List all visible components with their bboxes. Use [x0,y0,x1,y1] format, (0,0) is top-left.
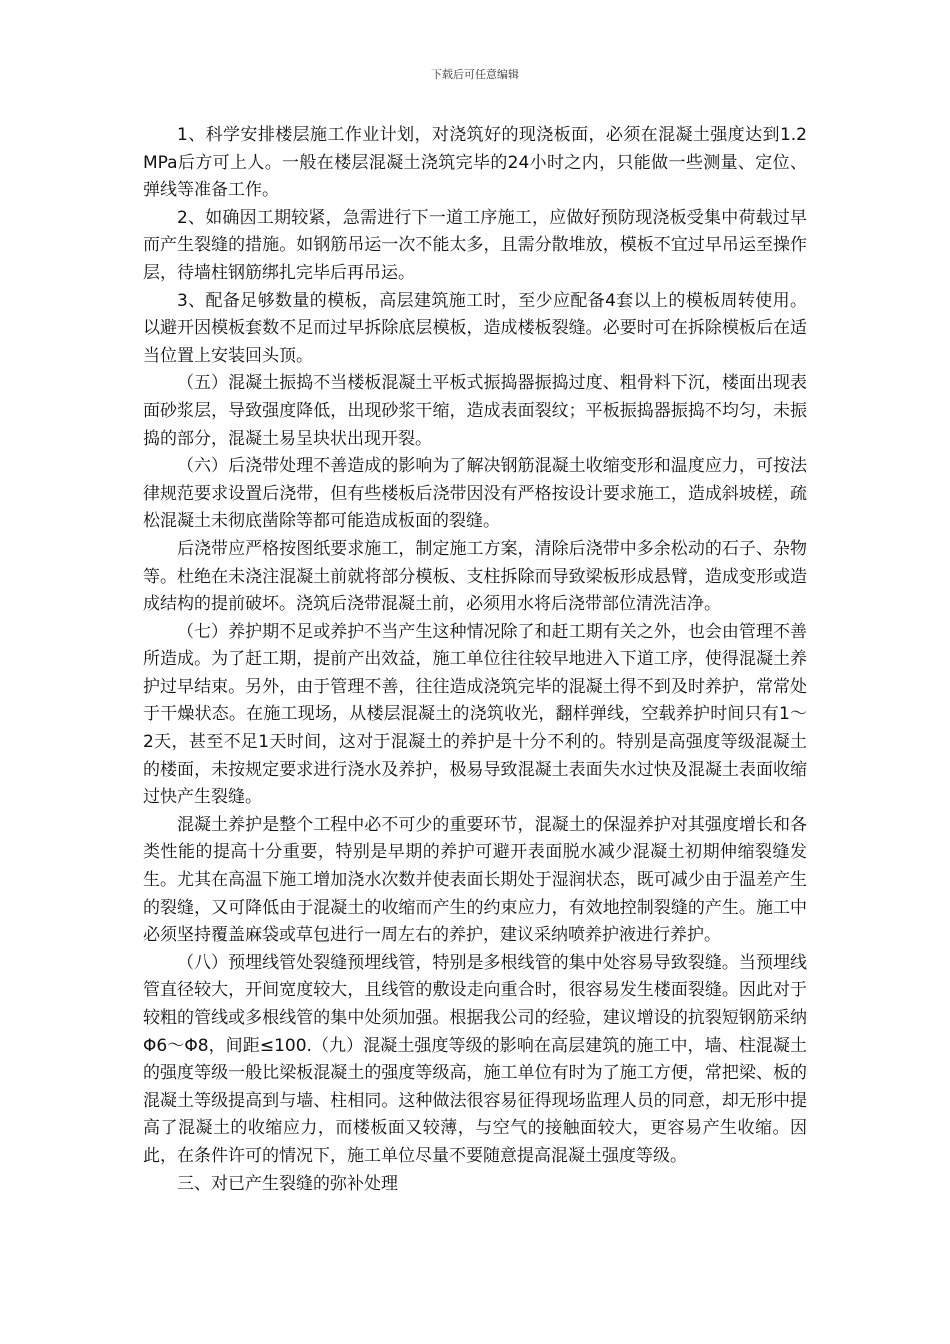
paragraph-2: 2、如确因工期较紧，急需进行下一道工序施工，应做好预防现浇板受集中荷载过早而产生裂缝的措施。如钢筋吊运一次不能太多，且需分散堆放，模板不宜过早吊运至操作层，待墙柱钢筋绑扎完毕后再吊运。 [143,207,807,283]
paragraph-8: 混凝土养护是整个工程中必不可少的重要环节，混凝土的保湿养护对其强度增长和各类性能的提高十分重要，特别是早期的养护可避开表面脱水减少混凝土初期伸缩裂缝发生。尤其在高温下施工增加浇水次数并使表面长期处于湿润状态，既可减少由于温差产生的裂缝，又可降低由于混凝土的收缩而产生的约束应力，有效地控制裂缝的产生。施工中必须坚持覆盖麻袋或草包进行一周左右的养护，建议采纳喷养护液进行养护。 [143,814,807,946]
paragraph-9: （八）预埋线管处裂缝预埋线管，特别是多根线管的集中处容易导致裂缝。当预埋线管直径较大，开间宽度较大，且线管的敷设走向重合时，很容易发生楼面裂缝。因此对于较粗的管线或多根线管的集中处须加强。根据我公司的经验，建议增设的抗裂短钢筋采纳Φ6～Φ8，间距≤100.（九）混凝土强度等级的影响在高层建筑的施工中，墙、柱混凝土的强度等级一般比梁板混凝土的强度等级高，施工单位有时为了施工方便，常把梁、板的混凝土等级提高到与墙、柱相同。这种做法很容易征得现场监理人员的同意，却无形中提高了混凝土的收缩应力，而楼板面又较薄，与空气的接触面较大，更容易产生收缩。因此，在条件许可的情况下，施工单位尽量不要随意提高混凝土强度等级。 [143,952,807,1166]
paragraph-3: 3、配备足够数量的模板，高层建筑施工时，至少应配备4套以上的模板周转使用。以避开因模板套数不足而过早拆除底层模板，造成楼板裂缝。必要时可在拆除模板后在适当位置上安装回头顶。 [143,290,807,366]
paragraph-5: （六）后浇带处理不善造成的影响为了解决钢筋混凝土收缩变形和温度应力，可按法律规范要求设置后浇带，但有些楼板后浇带因没有严格按设计要求施工，造成斜坡槎，疏松混凝土未彻底凿除等都可能造成板面的裂缝。 [143,456,807,532]
document-body [143,122,807,1198]
page-header: 下载后可任意编辑 [431,68,519,81]
paragraph-1: 1、科学安排楼层施工作业计划，对浇筑好的现浇板面，必须在混凝土强度达到1.2MPa后方可上人。一般在楼层混凝土浇筑完毕的24小时之内，只能做一些测量、定位、弹线等准备工作。 [143,125,807,201]
paragraph-6: 后浇带应严格按图纸要求施工，制定施工方案，清除后浇带中多余松动的石子、杂物等。杜绝在未浇注混凝土前就将部分模板、支柱拆除而导致梁板形成悬臂，造成变形或造成结构的提前破坏。浇筑后浇带混凝土前，必须用水将后浇带部位清洗洁净。 [143,538,807,615]
paragraph-7: （七）养护期不足或养护不当产生这种情况除了和赶工期有关之外，也会由管理不善所造成。为了赶工期，提前产出效益，施工单位往往较早地进入下道工序，使得混凝土养护过早结束。另外，由于管理不善，往往造成浇筑完毕的混凝土得不到及时养护，常常处于干燥状态。在施工现场，从楼层混凝土的浇筑收光，翻样弹线，空载养护时间只有1～2天，甚至不足1天时间，这对于混凝土的养护是十分不利的。特别是高强度等级混凝土的楼面，未按规定要求进行浇水及养护，极易导致混凝土表面失水过快及混凝土表面收缩过快产生裂缝。 [143,621,807,808]
section-heading: 三、对已产生裂缝的弥补处理 [177,1173,398,1194]
paragraph-4: （五）混凝土振捣不当楼板混凝土平板式振捣器振捣过度、粗骨料下沉，楼面出现表面砂浆层，导致强度降低，出现砂浆干缩，造成表面裂纹；平板振捣器振捣不均匀，未振捣的部分，混凝土易呈块状出现开裂。 [143,373,807,449]
